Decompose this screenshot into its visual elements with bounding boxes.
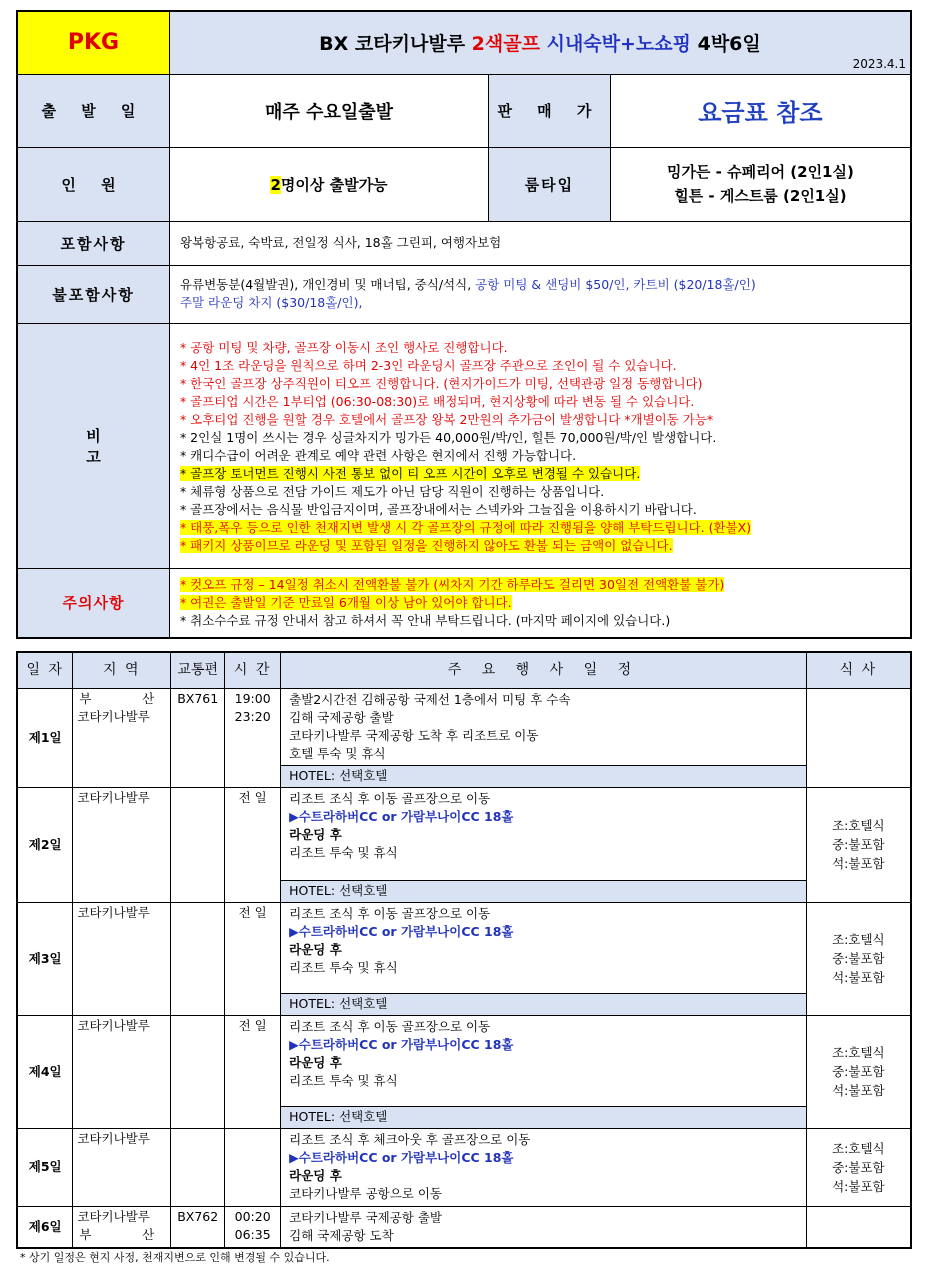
remark-line-text: * 패키지 상품이므로 라운딩 및 포함된 일정을 진행하지 않아도 환불 되는 금액이 없습니다. xyxy=(179,537,673,553)
day2-activities xyxy=(281,787,807,880)
day2-hotel: HOTEL: 선택호텔 xyxy=(281,880,807,902)
remark-line xyxy=(180,411,900,429)
day4-meal xyxy=(806,1015,911,1128)
day2-label: 제2일 xyxy=(17,787,73,902)
remark-line-text: * 골프장 토너먼트 진행시 사전 통보 없이 티 오프 시간이 오후로 변경될 수 있습니다. xyxy=(179,465,641,481)
day6-time-depart: 00:20 xyxy=(234,1208,271,1224)
header-time: 시 간 xyxy=(225,652,281,688)
activity-line: 코타키나발루 공항으로 이동 xyxy=(289,1185,443,1201)
day1-region-busan-b: 산 xyxy=(142,690,155,706)
day1-time-depart: 19:00 xyxy=(234,690,271,706)
itinerary-row-day2 xyxy=(17,787,911,880)
day1-meal xyxy=(806,688,911,787)
departure-value: 매주 수요일출발 xyxy=(169,74,488,147)
day5-label: 제5일 xyxy=(17,1128,73,1206)
remark-line-text: * 공항 미팅 및 차량, 골프장 이동시 조인 행사로 진행합니다. xyxy=(179,339,508,355)
activity-line: 리조트 투숙 및 휴식 xyxy=(289,1072,398,1088)
header-transport: 교통편 xyxy=(171,652,225,688)
day3-transport xyxy=(171,902,225,1015)
day6-region-kk: 코타키나발루 xyxy=(77,1208,150,1224)
header-schedule: 주 요 행 사 일 정 xyxy=(281,652,807,688)
itinerary-row-day3 xyxy=(17,902,911,993)
title-part-route: BX 코타키나발루 xyxy=(319,33,472,56)
day1-hotel: HOTEL: 선택호텔 xyxy=(281,765,807,787)
day6-region-busan-b: 산 xyxy=(142,1226,155,1242)
remark-line-text: * 골프티업 시간은 1부티업 (06:30-08:30)로 배정되며, 현지상황에 따라 변동 될 수 있습니다. xyxy=(179,393,695,409)
departure-label: 출 발 일 xyxy=(17,74,169,147)
meal-dinner: 석:불포함 xyxy=(832,1083,885,1098)
meal-lunch: 중:불포함 xyxy=(832,1159,885,1175)
meal-dinner: 석:불포함 xyxy=(832,1178,885,1194)
remarks-list xyxy=(169,323,911,568)
day3-meal xyxy=(806,902,911,1015)
remark-line xyxy=(180,357,900,375)
day6-meal xyxy=(806,1206,911,1248)
day3-hotel: HOTEL: 선택호텔 xyxy=(281,993,807,1015)
activity-line: 라운딩 후 xyxy=(289,1054,342,1070)
remarks-label: 비 고 xyxy=(17,323,169,568)
doc-date: 2023.4.1 xyxy=(852,56,906,71)
day2-time: 전 일 xyxy=(225,787,281,902)
itinerary-row-day5 xyxy=(17,1128,911,1206)
remark-line xyxy=(180,375,900,393)
caution-line xyxy=(180,594,900,612)
activity-line: 김해 국제공항 도착 xyxy=(289,1227,394,1243)
remark-line xyxy=(180,393,900,411)
room-line: 힐튼 - 게스트룸 (2인1실) xyxy=(674,187,847,205)
remark-line xyxy=(180,501,900,519)
remark-line-text: * 한국인 골프장 상주직원이 티오프 진행합니다. (현지가이드가 미팅, 선택관광 일정 동행합니다) xyxy=(179,375,703,391)
remark-line-text: * 태풍,폭우 등으로 인한 천재지변 발생 시 각 골프장의 규정에 따라 진행됨을 양해 부탁드립니다. (환불X) xyxy=(179,519,752,535)
remark-line-text: * 캐디수급이 어려운 관계로 예약 관련 사항은 현지에서 진행 가능합니다. xyxy=(179,447,577,463)
day4-transport xyxy=(171,1015,225,1128)
remark-line xyxy=(180,465,900,483)
remark-line-text: * 오후티업 진행을 원할 경우 호텔에서 골프장 왕복 2만원의 추가금이 발생합니다 *개별이동 가능* xyxy=(179,411,714,427)
itinerary-row-day1 xyxy=(17,688,911,765)
remark-line-text: * 체류형 상품으로 전담 가이드 제도가 아닌 담당 직원이 진행하는 상품입니다. xyxy=(179,483,605,499)
activity-line: 출발2시간전 김해공항 국제선 1층에서 미팅 후 수속 xyxy=(289,691,571,707)
price-value: 요금표 참조 xyxy=(610,74,911,147)
header-meal: 식 사 xyxy=(806,652,911,688)
header-date: 일 자 xyxy=(17,652,73,688)
day1-transport: BX761 xyxy=(171,688,225,787)
meal-breakfast: 조:호텔식 xyxy=(832,1045,885,1060)
day6-region xyxy=(73,1206,171,1248)
included-value: 왕복항공료, 숙박료, 전일정 식사, 18홀 그린피, 여행자보험 xyxy=(169,221,911,265)
day3-time: 전 일 xyxy=(225,902,281,1015)
meal-dinner: 석:불포함 xyxy=(832,970,885,985)
day1-region-busan-a: 부 xyxy=(79,690,92,706)
golf-course-line: ▶수트라하버CC or 가람부나이CC 18홀 xyxy=(289,923,514,939)
caution-list xyxy=(169,568,911,638)
caution-label: 주의사항 xyxy=(17,568,169,638)
excluded-value xyxy=(169,265,911,323)
day1-time-arrive: 23:20 xyxy=(234,708,271,724)
day3-label: 제3일 xyxy=(17,902,73,1015)
header-region: 지 역 xyxy=(73,652,171,688)
activity-line: 리조트 투숙 및 휴식 xyxy=(289,844,398,860)
activity-line: 리조트 조식 후 이동 골프장으로 이동 xyxy=(289,1018,491,1034)
day4-time: 전 일 xyxy=(225,1015,281,1128)
meal-breakfast: 조:호텔식 xyxy=(832,1140,885,1156)
day6-activities xyxy=(281,1206,807,1248)
day3-activities xyxy=(281,902,807,993)
pkg-badge: PKG xyxy=(17,11,169,74)
day2-transport xyxy=(171,787,225,902)
caution-line xyxy=(180,576,900,594)
day6-time-arrive: 06:35 xyxy=(234,1226,271,1242)
meal-lunch: 중:불포함 xyxy=(832,1064,885,1079)
activity-line: 코타키나발루 국제공항 도착 후 리조트로 이동 xyxy=(289,727,539,743)
golf-course-line: ▶수트라하버CC or 가람부나이CC 18홀 xyxy=(289,808,514,824)
activity-line: 리조트 조식 후 이동 골프장으로 이동 xyxy=(289,790,491,806)
itinerary-table xyxy=(16,651,912,1249)
excluded-label: 불포함사항 xyxy=(17,265,169,323)
roomtype-value xyxy=(610,147,911,221)
activity-line: 리조트 투숙 및 휴식 xyxy=(289,959,398,975)
activity-line: 코타키나발루 국제공항 출발 xyxy=(289,1209,443,1225)
activity-line: 라운딩 후 xyxy=(289,826,342,842)
package-info-table xyxy=(16,10,912,639)
itinerary-row-day6 xyxy=(17,1206,911,1248)
people-value xyxy=(169,147,488,221)
activity-line: 라운딩 후 xyxy=(289,1167,342,1183)
day5-activities xyxy=(281,1128,807,1206)
remark-line xyxy=(180,537,900,555)
golf-course-line: ▶수트라하버CC or 가람부나이CC 18홀 xyxy=(289,1036,514,1052)
activity-line: 리조트 조식 후 이동 골프장으로 이동 xyxy=(289,905,491,921)
caution-line-text: * 컷오프 규정 – 14일정 취소시 전액환불 불가 (씨차지 기간 하루라도 걸리면 30일전 전액환불 불가) xyxy=(179,576,725,592)
excluded-weekend: 주말 라운딩 차지 ($30/18홀/인), xyxy=(179,295,363,310)
title-part-golf: 2색골프 xyxy=(471,33,540,56)
included-label: 포함사항 xyxy=(17,221,169,265)
title-part-duration: 4박6일 xyxy=(690,33,761,56)
itinerary-footnote: * 상기 일정은 현지 사정, 천재지변으로 인해 변경될 수 있습니다. xyxy=(20,1251,330,1264)
caution-line-text: * 여권은 출발일 기준 만료일 6개월 이상 남아 있어야 합니다. xyxy=(179,594,512,610)
remark-line-text: * 골프장에서는 음식물 반입금지이며, 골프장내에서는 스넥카와 그늘집을 이용하시기 바랍니다. xyxy=(179,501,697,517)
remark-line-text: * 4인 1조 라운딩을 원칙으로 하며 2-3인 라운딩시 골프장 주관으로 조인이 될 수 있습니다. xyxy=(179,357,677,373)
day5-time xyxy=(225,1128,281,1206)
day1-region-kk: 코타키나발루 xyxy=(77,708,150,724)
people-min-count: 2 xyxy=(270,175,281,194)
day1-region xyxy=(73,688,171,787)
meal-lunch: 중:불포함 xyxy=(832,837,885,852)
caution-line-text: * 취소수수료 규정 안내서 참고 하셔서 꼭 안내 부탁드립니다. (마지막 페이지에 있습니다.) xyxy=(179,612,671,628)
remark-line xyxy=(180,447,900,465)
title-part-stay: 시내숙박+노쇼핑 xyxy=(539,33,691,56)
people-min-text: 명이상 출발가능 xyxy=(280,175,388,194)
day1-label: 제1일 xyxy=(17,688,73,787)
day4-hotel: HOTEL: 선택호텔 xyxy=(281,1106,807,1128)
price-label: 판 매 가 xyxy=(489,74,611,147)
day4-region: 코타키나발루 xyxy=(73,1015,171,1128)
day6-time xyxy=(225,1206,281,1248)
roomtype-label: 룸타입 xyxy=(489,147,611,221)
itinerary-header-row xyxy=(17,652,911,688)
day6-label: 제6일 xyxy=(17,1206,73,1248)
meal-breakfast: 조:호텔식 xyxy=(832,932,885,947)
day1-time xyxy=(225,688,281,787)
activity-line: 호텔 투숙 및 휴식 xyxy=(289,745,386,761)
remark-line xyxy=(180,483,900,501)
day5-region: 코타키나발루 xyxy=(73,1128,171,1206)
meal-breakfast: 조:호텔식 xyxy=(832,818,885,833)
remark-line xyxy=(180,339,900,357)
room-line: 밍가든 - 슈페리어 (2인1실) xyxy=(666,163,854,181)
day5-meal xyxy=(806,1128,911,1206)
people-label: 인 원 xyxy=(17,147,169,221)
excluded-airport-cart: 공항 미팅 & 샌딩비 $50/인, 카트비 ($20/18홀/인) xyxy=(475,277,756,292)
activity-line: 김해 국제공항 출발 xyxy=(289,709,394,725)
itinerary-row-day4 xyxy=(17,1015,911,1106)
day1-activities xyxy=(281,688,807,765)
package-title xyxy=(169,11,911,74)
day3-region: 코타키나발루 xyxy=(73,902,171,1015)
day2-meal xyxy=(806,787,911,902)
day6-transport: BX762 xyxy=(171,1206,225,1248)
day4-activities xyxy=(281,1015,807,1106)
activity-line: 리조트 조식 후 체크아웃 후 골프장으로 이동 xyxy=(289,1131,531,1147)
remark-line xyxy=(180,519,900,537)
activity-line: 라운딩 후 xyxy=(289,941,342,957)
excluded-basic: 유류변동분(4월발권), 개인경비 및 매너팁, 중식/석식, xyxy=(179,277,476,292)
day2-region: 코타키나발루 xyxy=(73,787,171,902)
caution-line xyxy=(180,612,900,630)
meal-lunch: 중:불포함 xyxy=(832,951,885,966)
day5-transport xyxy=(171,1128,225,1206)
remark-line xyxy=(180,429,900,447)
day6-region-busan-a: 부 xyxy=(79,1226,92,1242)
meal-dinner: 석:불포함 xyxy=(832,856,885,871)
day4-label: 제4일 xyxy=(17,1015,73,1128)
remark-line-text: * 2인실 1명이 쓰시는 경우 싱글차지가 밍가든 40,000원/박/인, 힐튼 70,000원/박/인 발생합니다. xyxy=(179,429,717,445)
golf-course-line: ▶수트라하버CC or 가람부나이CC 18홀 xyxy=(289,1149,514,1165)
